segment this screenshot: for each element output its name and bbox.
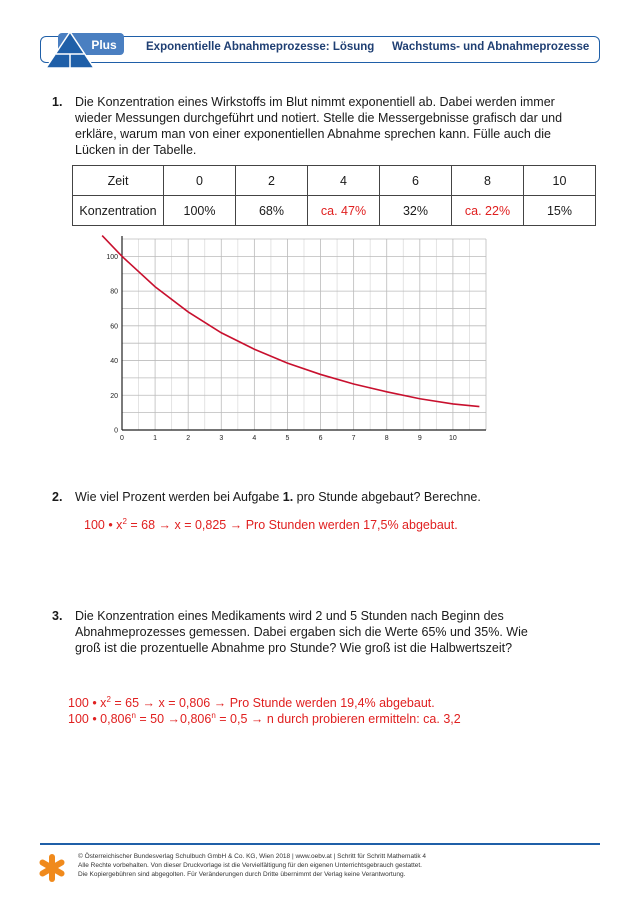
table-row-label: Konzentration (73, 196, 164, 226)
table-cell: 6 (380, 166, 452, 196)
concentration-table (72, 165, 596, 226)
answer-part: = 0,5 → n durch probieren ermitteln: ca. 3,2 (215, 712, 461, 726)
page-title: Exponentielle Abnahmeprozesse: Lösung (146, 41, 375, 53)
task-1 (52, 94, 572, 158)
table-cell: 10 (524, 166, 596, 196)
footer-divider (40, 843, 600, 845)
table-cell: 68% (236, 196, 308, 226)
table-row-concentration (73, 196, 596, 226)
x-tick-label: 4 (252, 435, 257, 442)
footer-copyright (78, 852, 598, 879)
x-tick-label: 5 (285, 435, 290, 442)
table-cell: 8 (452, 166, 524, 196)
page-topic: Wachstums- und Abnahmeprozesse (392, 41, 590, 53)
table-cell: 2 (236, 166, 308, 196)
x-tick-label: 9 (417, 435, 422, 442)
logo-text: Plus (91, 38, 117, 52)
decay-chart (96, 234, 492, 442)
x-tick-label: 1 (153, 435, 158, 442)
x-tick-label: 10 (449, 435, 457, 442)
table-row-label: Zeit (73, 166, 164, 196)
y-tick-label: 0 (114, 427, 118, 435)
table-cell: 0 (164, 166, 236, 196)
task-1-text: Die Konzentration eines Wirkstoffs im Blut nimmt exponentiell ab. Dabei werden immer wieder Messungen durchgeführt und notiert. Stelle die Messergebnisse grafisch dar und erkläre, warum man von einer exponentiellen Abnahme sprechen kann. Fülle auch die Lücken in der Tabelle. (75, 95, 563, 157)
answer-part: = 68 → x = 0,825 → Pro Stunden werden 17,5% abgebaut. (126, 518, 458, 532)
answer-part: 100 • x (68, 696, 107, 710)
x-tick-label: 2 (186, 435, 191, 442)
task-2-text-part: pro Stunde abgebaut? Berechne. (293, 490, 481, 504)
series-line (102, 236, 479, 407)
answer-exponent: 2 (106, 694, 111, 704)
answer-part: = 50 →0,806 (135, 712, 212, 726)
table-row-time (73, 166, 596, 196)
table-cell: 100% (164, 196, 236, 226)
task-2-text-part: Wie viel Prozent werden bei Aufgabe (75, 490, 283, 504)
task-3-text: Die Konzentration eines Medikaments wird 2 und 5 Stunden nach Beginn des Abnahmeprozesses gemessen. Dabei ergaben sich die Werte 65% und 35%. Wie groß ist die prozentuelle Abnahme pro Stunde? Wie groß ist die Halbwertszeit? (75, 609, 528, 655)
publisher-logo-icon (38, 853, 66, 883)
footer-line: Alle Rechte vorbehalten. Von dieser Druckvorlage ist die Vervielfältigung für den eigenen Unterrichtsgebrauch gestattet. (78, 862, 422, 869)
table-cell: 32% (380, 196, 452, 226)
answer-exponent: 2 (122, 516, 127, 526)
table-cell: 4 (308, 166, 380, 196)
task-3-answer-2 (68, 711, 461, 727)
table-cell-answer: ca. 47% (308, 196, 380, 226)
task-2-text (75, 489, 481, 505)
footer-line: Die Kopiergebühren sind abgegolten. Für Veränderungen durch Dritte übernimmt der Verlag keine Verantwortung. (78, 871, 406, 878)
answer-exponent: n (131, 710, 136, 720)
y-tick-label: 40 (110, 358, 118, 366)
y-tick-label: 80 (110, 288, 118, 296)
plus-logo-icon (44, 30, 126, 70)
task-2-answer (84, 517, 458, 533)
footer-line: © Österreichischer Bundesverlag Schulbuch GmbH & Co. KG, Wien 2018 | www.oebv.at | Schritt für Schritt Mathematik 4 (78, 853, 426, 860)
task-3 (52, 608, 572, 656)
x-tick-label: 6 (318, 435, 323, 442)
x-tick-label: 0 (120, 435, 124, 442)
answer-part: 100 • 0,806 (68, 712, 132, 726)
task-1-number: 1. (52, 95, 63, 109)
answer-exponent: n (211, 710, 216, 720)
y-tick-label: 100 (106, 253, 118, 261)
table-cell: 15% (524, 196, 596, 226)
x-tick-label: 7 (351, 435, 356, 442)
y-tick-label: 60 (110, 323, 118, 331)
table-cell-answer: ca. 22% (452, 196, 524, 226)
y-tick-label: 20 (110, 392, 118, 400)
answer-part: = 65 → x = 0,806 → Pro Stunde werden 19,4% abgebaut. (110, 696, 435, 710)
task-3-answer-1 (68, 695, 435, 711)
task-2 (52, 489, 572, 505)
task-2-ref: 1. (282, 490, 294, 504)
task-3-number: 3. (52, 609, 63, 623)
x-tick-label: 3 (219, 435, 224, 442)
answer-part: 100 • x (84, 518, 123, 532)
task-2-number: 2. (52, 490, 63, 504)
x-tick-label: 8 (384, 435, 389, 442)
